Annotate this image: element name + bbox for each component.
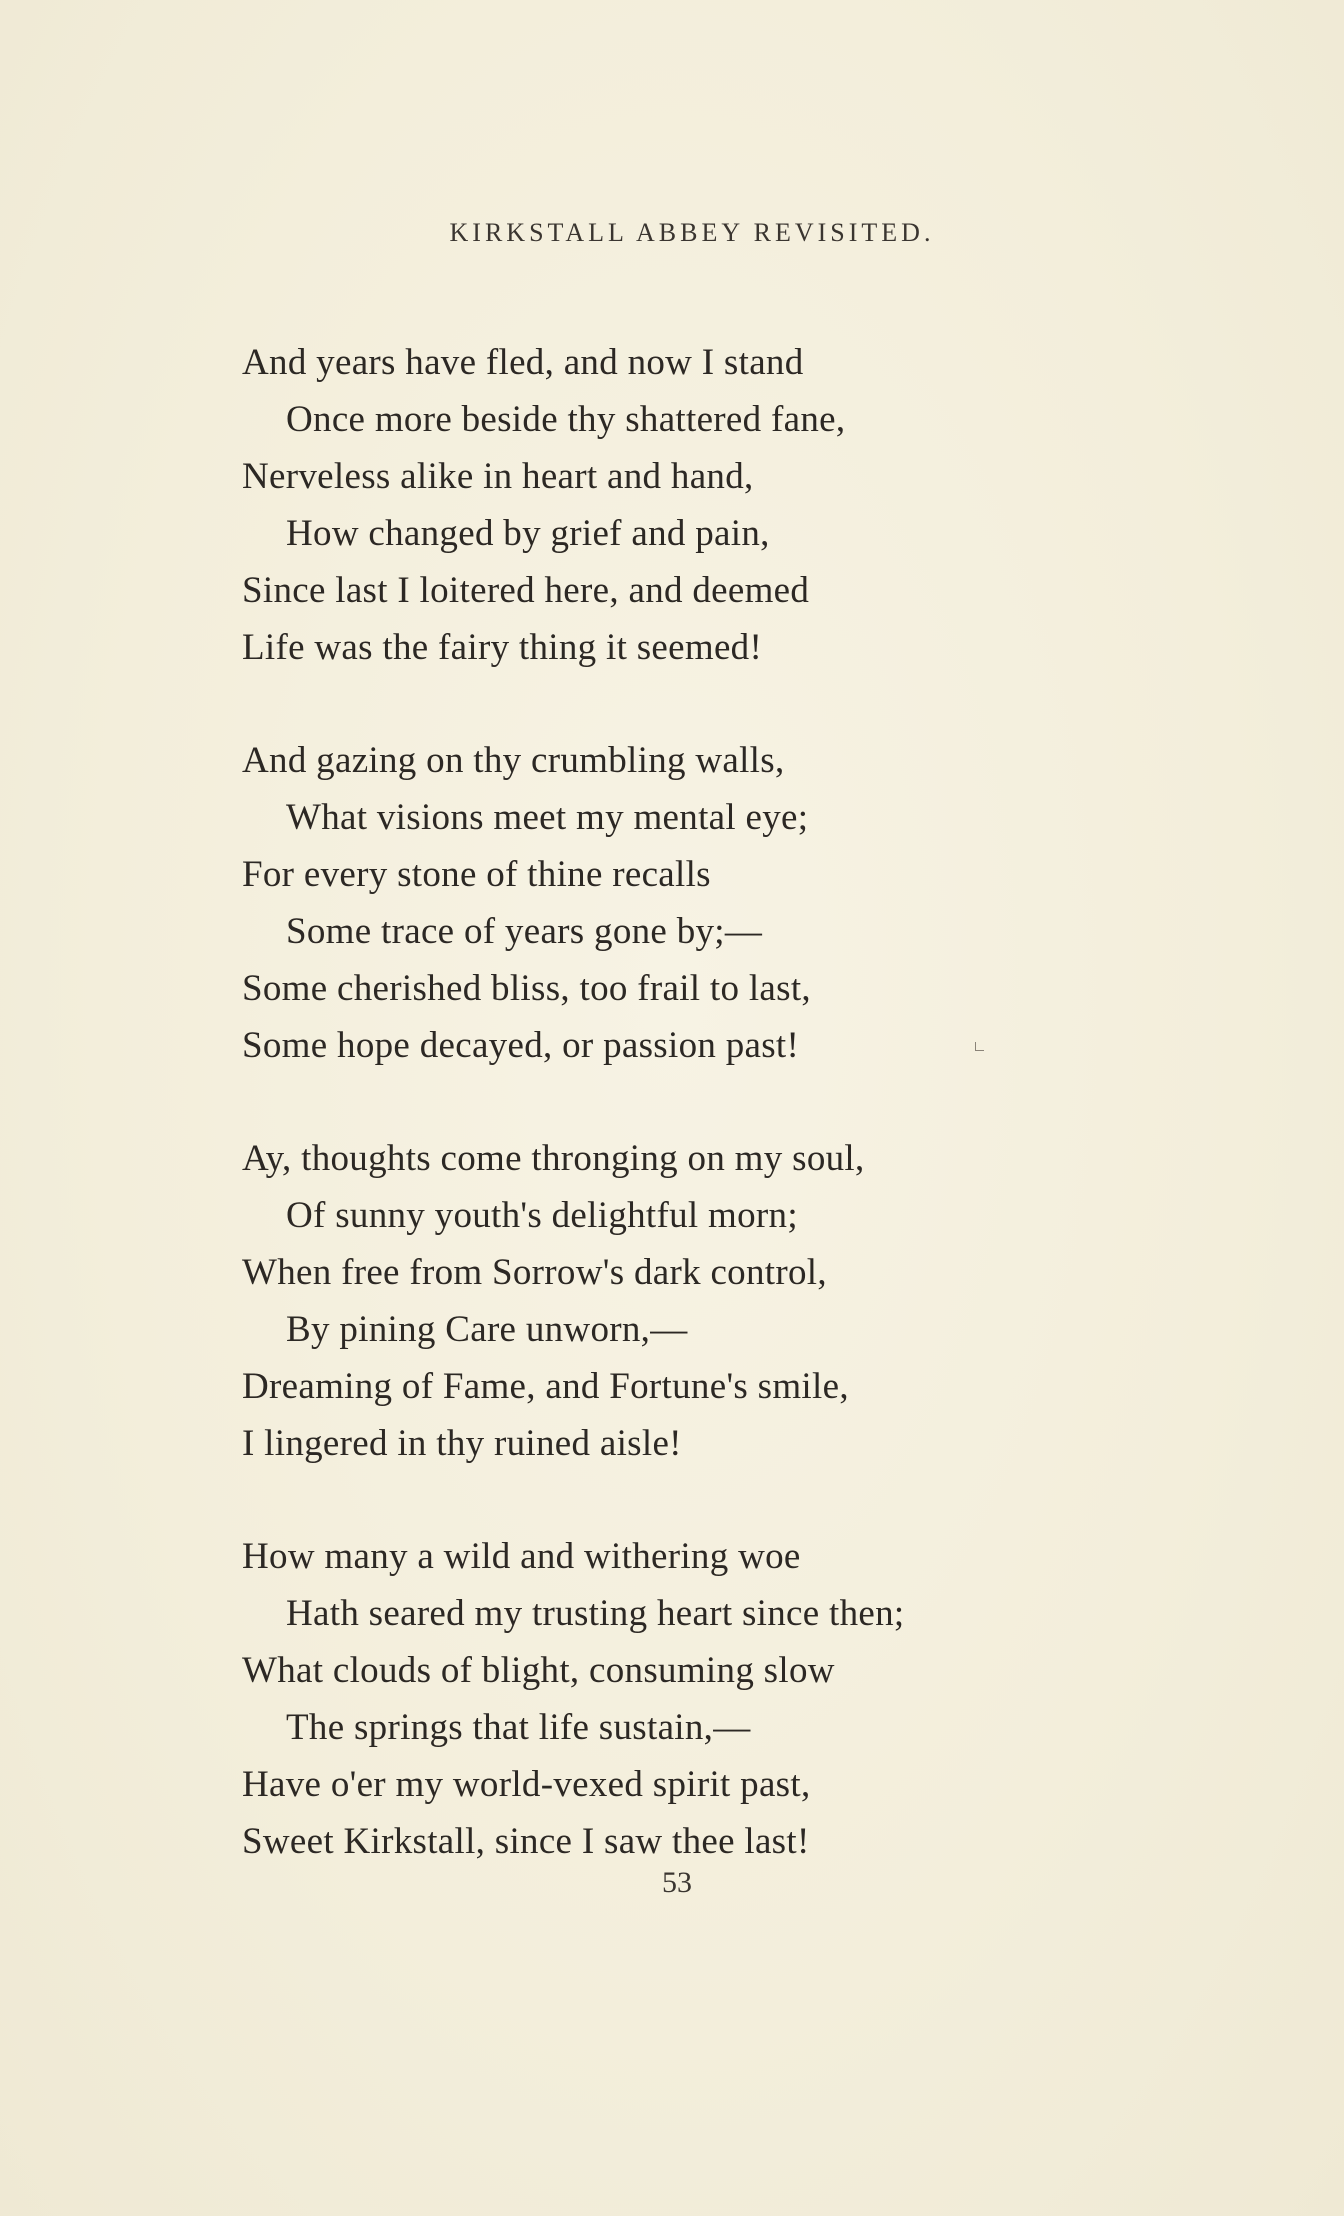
poem-line: Once more beside thy shattered fane, <box>286 399 846 440</box>
poem-line: I lingered in thy ruined aisle! <box>242 1423 682 1464</box>
poem-line: Have o'er my world-vexed spirit past, <box>242 1764 811 1805</box>
poem-line: And years have fled, and now I stand <box>242 342 804 383</box>
poem-line: Sweet Kirkstall, since I saw thee last! <box>242 1821 810 1862</box>
poem-line: Since last I loitered here, and deemed <box>242 570 810 611</box>
poem-line: Some trace of years gone by;— <box>286 911 763 952</box>
poem-line: Dreaming of Fame, and Fortune's smile, <box>242 1366 849 1407</box>
poem-line: By pining Care unworn,— <box>286 1309 688 1350</box>
stanza-2 <box>242 732 1142 1074</box>
poem-line: Ay, thoughts come thronging on my soul, <box>242 1138 865 1179</box>
poem-line: For every stone of thine recalls <box>242 854 711 895</box>
poem-line: Hath seared my trusting heart since then; <box>286 1593 905 1634</box>
poem-line: How many a wild and withering woe <box>242 1536 801 1577</box>
poem-line: Some hope decayed, or passion past! <box>242 1025 800 1066</box>
stanza-4 <box>242 1528 1142 1870</box>
stanza-3 <box>242 1130 1142 1472</box>
poem-line: What clouds of blight, consuming slow <box>242 1650 835 1691</box>
poem-line: Some cherished bliss, too frail to last, <box>242 968 811 1009</box>
poem-line: Nerveless alike in heart and hand, <box>242 456 754 497</box>
poem-line: Of sunny youth's delightful morn; <box>286 1195 798 1236</box>
running-head: KIRKSTALL ABBEY REVISITED. <box>449 218 935 247</box>
poem-line: And gazing on thy crumbling walls, <box>242 740 785 781</box>
poem <box>242 334 1142 1926</box>
poem-line: When free from Sorrow's dark control, <box>242 1252 827 1293</box>
poem-line: What visions meet my mental eye; <box>286 797 809 838</box>
printer-mark <box>975 1042 984 1051</box>
poem-line: The springs that life sustain,— <box>286 1707 751 1748</box>
page-number: 53 <box>662 1866 692 1899</box>
poem-line: How changed by grief and pain, <box>286 513 770 554</box>
poem-line: Life was the fairy thing it seemed! <box>242 627 763 668</box>
stanza-1 <box>242 334 1142 676</box>
